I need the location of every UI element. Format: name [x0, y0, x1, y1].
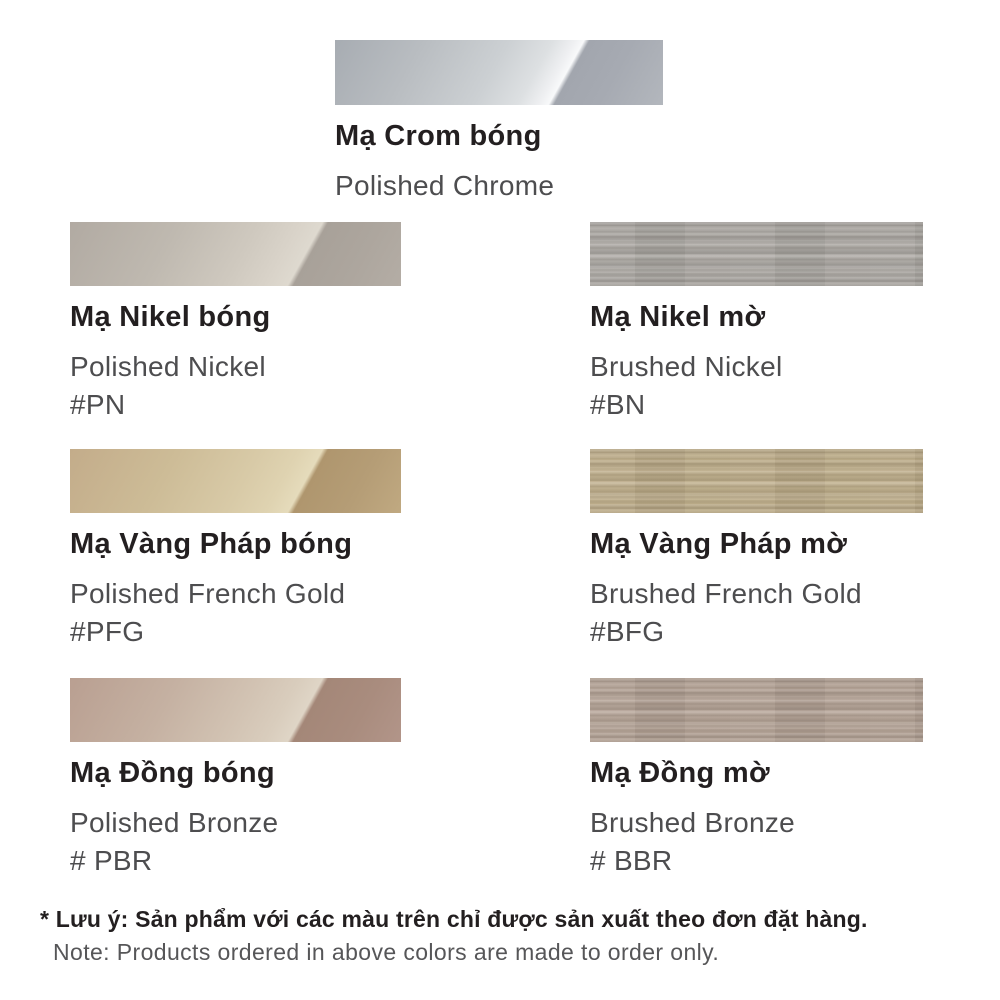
finish-title-en: Brushed French Gold: [590, 578, 862, 609]
order-note-vi: * Lưu ý: Sản phẩm với các màu trên chỉ được sản xuất theo đơn đặt hàng.: [40, 906, 868, 932]
swatch-polished-nickel: [70, 222, 401, 286]
finish-title-vi: Mạ Vàng Pháp bóng: [70, 528, 353, 560]
finish-code: #BN: [590, 389, 646, 420]
finish-title-en: Polished Bronze: [70, 807, 279, 838]
order-note: [40, 902, 980, 968]
swatch-polished-french-gold: [70, 449, 401, 513]
finish-title-vi: Mạ Crom bóng: [335, 120, 542, 152]
finish-title-vi: Mạ Nikel mờ: [590, 301, 766, 333]
finish-title-en: Polished Nickel: [70, 351, 266, 382]
finish-title-vi: Mạ Nikel bóng: [70, 301, 271, 333]
finish-title-vi: Mạ Vàng Pháp mờ: [590, 528, 848, 560]
finish-title-vi: Mạ Đồng mờ: [590, 757, 770, 789]
order-note-en: Note: Products ordered in above colors are made to order only.: [53, 939, 720, 965]
swatch-polished-chrome: [335, 40, 663, 105]
finish-card-polished-french-gold: [70, 449, 401, 651]
finish-code: #PFG: [70, 616, 145, 647]
finish-code: #BFG: [590, 616, 665, 647]
finish-title-en: Polished French Gold: [70, 578, 346, 609]
finish-code: # BBR: [590, 845, 673, 876]
finish-card-polished-bronze: [70, 678, 401, 880]
finish-title-en: Brushed Nickel: [590, 351, 783, 382]
finish-title-en: Polished Chrome: [335, 170, 555, 201]
finish-card-polished-nickel: [70, 222, 401, 424]
swatch-polished-bronze: [70, 678, 401, 742]
finish-card-brushed-nickel: [590, 222, 923, 424]
finish-card-polished-chrome: [335, 40, 663, 205]
finish-card-brushed-french-gold: [590, 449, 923, 651]
swatch-brushed-nickel: [590, 222, 923, 286]
swatch-brushed-bronze: [590, 678, 923, 742]
finish-code: # PBR: [70, 845, 153, 876]
finish-title-en: Brushed Bronze: [590, 807, 795, 838]
finish-code: #PN: [70, 389, 126, 420]
finish-card-brushed-bronze: [590, 678, 923, 880]
finish-title-vi: Mạ Đồng bóng: [70, 757, 275, 789]
swatch-brushed-french-gold: [590, 449, 923, 513]
